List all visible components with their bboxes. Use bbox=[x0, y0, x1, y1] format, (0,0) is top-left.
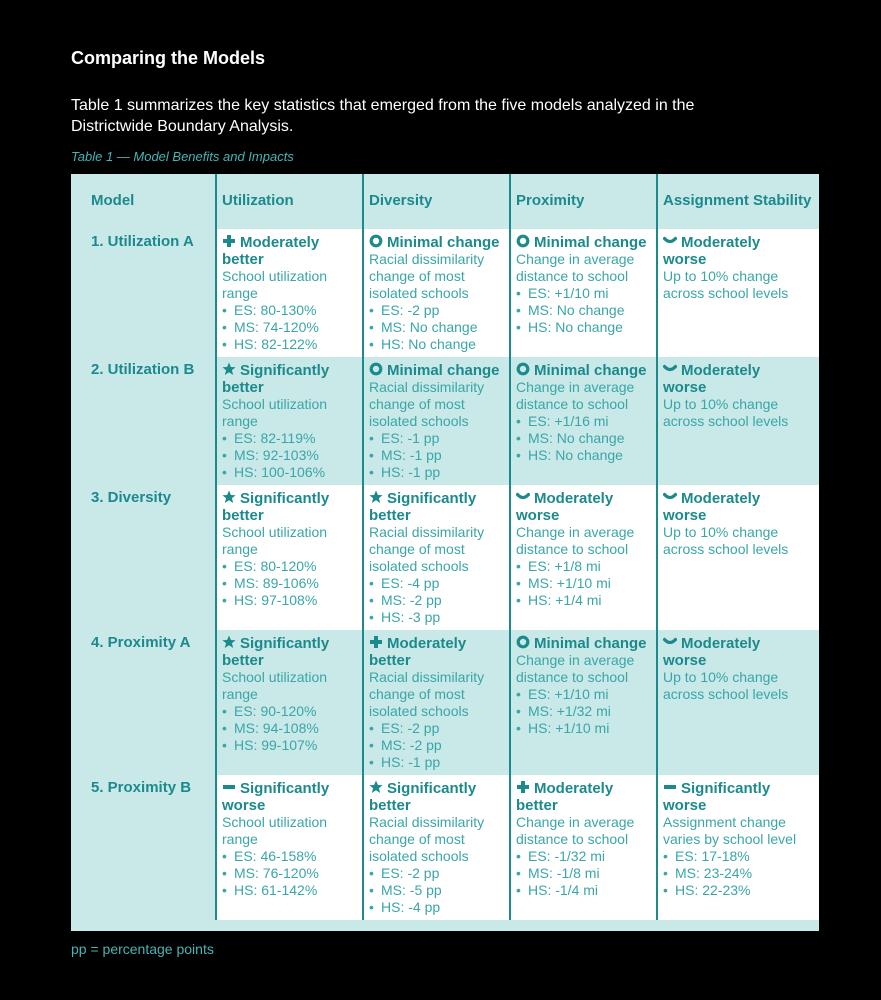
level-value bbox=[222, 575, 358, 592]
cell-utilization bbox=[216, 630, 363, 775]
circle-icon bbox=[516, 234, 530, 248]
rating-text: Moderately worse bbox=[663, 490, 761, 524]
level-value-text: ES: +1/8 mi bbox=[528, 558, 601, 574]
curve-icon bbox=[663, 635, 677, 649]
bullet: • bbox=[663, 848, 668, 864]
level-value-text: MS: 23-24% bbox=[675, 865, 753, 881]
metric-description: School utilization range bbox=[222, 524, 328, 557]
level-value-text: ES: 80-120% bbox=[234, 558, 317, 574]
metric-description: Up to 10% change across school levels bbox=[663, 524, 789, 557]
header-diversity: Diversity bbox=[363, 174, 510, 229]
level-value-text: HS: 99-107% bbox=[234, 737, 318, 753]
level-value bbox=[369, 754, 505, 771]
bullet: • bbox=[222, 336, 227, 352]
level-value-text: MS: 76-120% bbox=[234, 865, 319, 881]
circle-icon bbox=[369, 234, 383, 248]
bullet: • bbox=[369, 447, 374, 463]
level-value bbox=[516, 430, 652, 447]
metric-description: Change in average distance to school bbox=[516, 251, 635, 284]
level-value bbox=[222, 447, 358, 464]
bullet: • bbox=[516, 302, 521, 318]
bullet: • bbox=[222, 848, 227, 864]
rating bbox=[369, 362, 505, 379]
level-value-text: ES: +1/16 mi bbox=[528, 413, 609, 429]
bullet: • bbox=[369, 754, 374, 770]
cell-diversity bbox=[363, 485, 510, 630]
bullet: • bbox=[222, 430, 227, 446]
rating-text: Moderately worse bbox=[663, 234, 761, 268]
level-value bbox=[222, 703, 358, 720]
level-value bbox=[222, 882, 358, 899]
level-value-text: HS: -4 pp bbox=[381, 899, 441, 915]
level-value-text: ES: 80-130% bbox=[234, 302, 317, 318]
level-value-text: ES: -1/32 mi bbox=[528, 848, 606, 864]
level-value-text: MS: -1/8 mi bbox=[528, 865, 600, 881]
level-value-text: MS: 94-108% bbox=[234, 720, 319, 736]
plus-icon bbox=[369, 635, 383, 649]
level-value-text: MS: -2 pp bbox=[381, 592, 442, 608]
level-value-text: HS: -3 pp bbox=[381, 609, 441, 625]
level-value bbox=[663, 865, 803, 882]
rating-text: Moderately better bbox=[222, 234, 320, 268]
bullet: • bbox=[369, 737, 374, 753]
table-row bbox=[71, 775, 819, 920]
level-value bbox=[369, 447, 505, 464]
level-value-text: HS: 82-122% bbox=[234, 336, 318, 352]
cell-utilization bbox=[216, 485, 363, 630]
rating-text: Moderately better bbox=[516, 780, 614, 814]
rating-text: Minimal change bbox=[387, 362, 500, 379]
level-value bbox=[222, 464, 358, 481]
bullet: • bbox=[663, 882, 668, 898]
page-title: Comparing the Models bbox=[71, 48, 266, 68]
star-icon bbox=[222, 362, 236, 376]
level-value-text: MS: No change bbox=[528, 430, 625, 446]
level-value-text: HS: No change bbox=[528, 447, 623, 463]
level-value-text: HS: 100-106% bbox=[234, 464, 326, 480]
rating bbox=[663, 490, 803, 524]
bullet: • bbox=[222, 558, 227, 574]
rating-text: Moderately worse bbox=[663, 362, 761, 396]
rating bbox=[222, 362, 358, 396]
rating bbox=[222, 234, 358, 268]
metric-description: School utilization range bbox=[222, 814, 328, 847]
rating bbox=[516, 635, 652, 652]
bullet: • bbox=[369, 464, 374, 480]
curve-icon bbox=[516, 490, 530, 504]
star-icon bbox=[369, 780, 383, 794]
circle-icon bbox=[516, 635, 530, 649]
level-value-text: ES: 90-120% bbox=[234, 703, 317, 719]
metric-description: School utilization range bbox=[222, 268, 328, 301]
level-value-text: ES: -2 pp bbox=[381, 865, 440, 881]
cell-assignment-stability bbox=[657, 357, 819, 485]
level-value bbox=[516, 285, 652, 302]
rating bbox=[663, 362, 803, 396]
rating bbox=[516, 234, 652, 251]
rating bbox=[663, 780, 803, 814]
level-value-text: MS: 89-106% bbox=[234, 575, 319, 591]
level-value-text: HS: -1 pp bbox=[381, 754, 441, 770]
bullet: • bbox=[222, 737, 227, 753]
table-row bbox=[71, 485, 819, 630]
level-value-text: ES: -2 pp bbox=[381, 720, 440, 736]
metric-description: School utilization range bbox=[222, 396, 328, 429]
bullet: • bbox=[516, 447, 521, 463]
bullet: • bbox=[369, 720, 374, 736]
minus-icon bbox=[222, 780, 236, 794]
cell-proximity bbox=[510, 357, 657, 485]
metric-description: Change in average distance to school bbox=[516, 652, 635, 685]
level-value-text: MS: +1/32 mi bbox=[528, 703, 611, 719]
level-value-text: HS: -1 pp bbox=[381, 464, 441, 480]
bullet: • bbox=[369, 575, 374, 591]
bullet: • bbox=[516, 865, 521, 881]
level-value-text: HS: +1/10 mi bbox=[528, 720, 610, 736]
level-value bbox=[369, 575, 505, 592]
level-value bbox=[516, 720, 652, 737]
bullet: • bbox=[222, 575, 227, 591]
level-value-text: ES: 17-18% bbox=[675, 848, 750, 864]
level-value bbox=[516, 558, 652, 575]
rating-text: Significantly better bbox=[222, 635, 330, 669]
level-value-text: MS: No change bbox=[381, 319, 478, 335]
level-value bbox=[516, 592, 652, 609]
metric-description: Assignment change varies by school level bbox=[663, 814, 797, 847]
level-value-text: HS: No change bbox=[381, 336, 476, 352]
level-value bbox=[369, 464, 505, 481]
rating bbox=[369, 635, 505, 669]
level-value bbox=[222, 336, 358, 353]
circle-icon bbox=[369, 362, 383, 376]
bullet: • bbox=[369, 882, 374, 898]
bullet: • bbox=[516, 703, 521, 719]
level-value-text: ES: -2 pp bbox=[381, 302, 440, 318]
level-value bbox=[516, 302, 652, 319]
level-value-text: ES: +1/10 mi bbox=[528, 285, 609, 301]
rating bbox=[222, 780, 358, 814]
rating bbox=[663, 635, 803, 669]
level-value-text: ES: 46-158% bbox=[234, 848, 317, 864]
intro-paragraph: Table 1 summarizes the key statistics that emerged from the five models analyzed in the Districtwide Boundary Analysis. bbox=[71, 97, 695, 135]
level-value-text: MS: -1 pp bbox=[381, 447, 442, 463]
level-value bbox=[222, 865, 358, 882]
level-value bbox=[516, 575, 652, 592]
header-proximity: Proximity bbox=[510, 174, 657, 229]
cell-utilization bbox=[216, 357, 363, 485]
bullet: • bbox=[369, 899, 374, 915]
rating-text: Significantly better bbox=[222, 362, 330, 396]
star-icon bbox=[222, 490, 236, 504]
level-value-text: MS: 74-120% bbox=[234, 319, 319, 335]
model-name: 5. Proximity B bbox=[91, 779, 192, 796]
header-model: Model bbox=[91, 192, 135, 209]
table-row bbox=[71, 229, 819, 357]
level-value-text: MS: +1/10 mi bbox=[528, 575, 611, 591]
level-value bbox=[369, 302, 505, 319]
level-value bbox=[369, 882, 505, 899]
bullet: • bbox=[663, 865, 668, 881]
metric-description: Up to 10% change across school levels bbox=[663, 268, 789, 301]
level-value-text: HS: 97-108% bbox=[234, 592, 318, 608]
rating bbox=[516, 362, 652, 379]
bullet: • bbox=[222, 720, 227, 736]
star-icon bbox=[222, 635, 236, 649]
metric-description: Racial dissimilarity change of most isolated schools bbox=[369, 524, 485, 574]
metric-description: Change in average distance to school bbox=[516, 379, 635, 412]
level-value bbox=[516, 319, 652, 336]
rating bbox=[516, 490, 652, 524]
bullet: • bbox=[516, 413, 521, 429]
model-name: 4. Proximity A bbox=[91, 634, 191, 651]
rating-text: Significantly better bbox=[369, 780, 477, 814]
cell-diversity bbox=[363, 357, 510, 485]
level-value bbox=[516, 686, 652, 703]
level-value bbox=[222, 720, 358, 737]
bullet: • bbox=[516, 720, 521, 736]
level-value-text: HS: 22-23% bbox=[675, 882, 751, 898]
rating-text: Significantly better bbox=[222, 490, 330, 524]
bullet: • bbox=[222, 882, 227, 898]
rating bbox=[369, 780, 505, 814]
level-value bbox=[369, 899, 505, 916]
level-value-text: MS: -5 pp bbox=[381, 882, 442, 898]
level-value bbox=[663, 848, 803, 865]
level-value-text: HS: No change bbox=[528, 319, 623, 335]
cell-assignment-stability bbox=[657, 775, 819, 920]
model-name: 3. Diversity bbox=[91, 489, 172, 506]
minus-icon bbox=[663, 780, 677, 794]
level-value bbox=[222, 430, 358, 447]
level-value bbox=[222, 558, 358, 575]
metric-description: Racial dissimilarity change of most isolated schools bbox=[369, 379, 485, 429]
cell-assignment-stability bbox=[657, 485, 819, 630]
bullet: • bbox=[222, 592, 227, 608]
rating-text: Moderately better bbox=[369, 635, 467, 669]
rating bbox=[222, 635, 358, 669]
cell-diversity bbox=[363, 630, 510, 775]
level-value bbox=[516, 865, 652, 882]
cell-assignment-stability bbox=[657, 229, 819, 357]
circle-icon bbox=[516, 362, 530, 376]
level-value-text: ES: -4 pp bbox=[381, 575, 440, 591]
level-value bbox=[516, 848, 652, 865]
level-value bbox=[369, 865, 505, 882]
rating bbox=[663, 234, 803, 268]
table-header-row bbox=[71, 174, 819, 229]
rating-text: Minimal change bbox=[387, 234, 500, 251]
level-value bbox=[516, 703, 652, 720]
header-assignment-stability: Assignment Stability bbox=[657, 174, 819, 229]
model-name: 1. Utilization A bbox=[91, 233, 194, 250]
level-value bbox=[369, 319, 505, 336]
level-value bbox=[369, 592, 505, 609]
bullet: • bbox=[516, 592, 521, 608]
cell-assignment-stability bbox=[657, 630, 819, 775]
bullet: • bbox=[369, 865, 374, 881]
metric-description: Change in average distance to school bbox=[516, 814, 635, 847]
metric-description: Change in average distance to school bbox=[516, 524, 635, 557]
bullet: • bbox=[516, 848, 521, 864]
rating bbox=[516, 780, 652, 814]
rating bbox=[222, 490, 358, 524]
level-value bbox=[222, 737, 358, 754]
plus-icon bbox=[516, 780, 530, 794]
rating-text: Minimal change bbox=[534, 234, 647, 251]
rating-text: Significantly worse bbox=[222, 780, 330, 814]
metric-description: Racial dissimilarity change of most isolated schools bbox=[369, 669, 485, 719]
bullet: • bbox=[222, 302, 227, 318]
metric-description: Up to 10% change across school levels bbox=[663, 396, 789, 429]
level-value bbox=[222, 302, 358, 319]
level-value bbox=[222, 592, 358, 609]
level-value-text: MS: -2 pp bbox=[381, 737, 442, 753]
bullet: • bbox=[222, 464, 227, 480]
cell-utilization bbox=[216, 229, 363, 357]
level-value bbox=[516, 882, 652, 899]
bullet: • bbox=[369, 302, 374, 318]
bullet: • bbox=[516, 319, 521, 335]
curve-icon bbox=[663, 234, 677, 248]
level-value bbox=[516, 447, 652, 464]
level-value bbox=[222, 848, 358, 865]
rating-text: Significantly worse bbox=[663, 780, 771, 814]
rating-text: Significantly better bbox=[369, 490, 477, 524]
bullet: • bbox=[516, 558, 521, 574]
curve-icon bbox=[663, 362, 677, 376]
bullet: • bbox=[222, 447, 227, 463]
level-value bbox=[663, 882, 803, 899]
level-value-text: ES: +1/10 mi bbox=[528, 686, 609, 702]
metric-description: Up to 10% change across school levels bbox=[663, 669, 789, 702]
level-value-text: ES: 82-119% bbox=[234, 430, 316, 446]
rating-text: Moderately worse bbox=[516, 490, 614, 524]
bullet: • bbox=[369, 592, 374, 608]
rating bbox=[369, 490, 505, 524]
level-value bbox=[222, 319, 358, 336]
bullet: • bbox=[222, 703, 227, 719]
cell-proximity bbox=[510, 485, 657, 630]
rating bbox=[369, 234, 505, 251]
star-icon bbox=[369, 490, 383, 504]
footnote: pp = percentage points bbox=[71, 941, 214, 957]
cell-diversity bbox=[363, 229, 510, 357]
table-row bbox=[71, 630, 819, 775]
level-value bbox=[369, 336, 505, 353]
cell-proximity bbox=[510, 630, 657, 775]
bullet: • bbox=[369, 609, 374, 625]
bullet: • bbox=[369, 336, 374, 352]
level-value bbox=[516, 413, 652, 430]
curve-icon bbox=[663, 490, 677, 504]
rating-text: Minimal change bbox=[534, 635, 647, 652]
cell-utilization bbox=[216, 775, 363, 920]
cell-proximity bbox=[510, 775, 657, 920]
level-value-text: HS: -1/4 mi bbox=[528, 882, 599, 898]
comparison-table-container bbox=[71, 174, 819, 931]
level-value bbox=[369, 609, 505, 626]
table-caption: Table 1 — Model Benefits and Impacts bbox=[71, 149, 294, 164]
bullet: • bbox=[369, 319, 374, 335]
header-utilization: Utilization bbox=[216, 174, 363, 229]
bullet: • bbox=[516, 575, 521, 591]
bullet: • bbox=[516, 686, 521, 702]
bullet: • bbox=[222, 319, 227, 335]
plus-icon bbox=[222, 234, 236, 248]
cell-diversity bbox=[363, 775, 510, 920]
level-value-text: MS: No change bbox=[528, 302, 625, 318]
metric-description: Racial dissimilarity change of most isolated schools bbox=[369, 814, 485, 864]
bullet: • bbox=[516, 285, 521, 301]
rating-text: Moderately worse bbox=[663, 635, 761, 669]
metric-description: School utilization range bbox=[222, 669, 328, 702]
model-comparison-table bbox=[71, 174, 819, 920]
bullet: • bbox=[516, 882, 521, 898]
level-value-text: ES: -1 pp bbox=[381, 430, 440, 446]
model-name: 2. Utilization B bbox=[91, 361, 195, 378]
bullet: • bbox=[516, 430, 521, 446]
bullet: • bbox=[222, 865, 227, 881]
level-value bbox=[369, 720, 505, 737]
rating-text: Minimal change bbox=[534, 362, 647, 379]
level-value bbox=[369, 430, 505, 447]
level-value-text: MS: 92-103% bbox=[234, 447, 319, 463]
bullet: • bbox=[369, 430, 374, 446]
metric-description: Racial dissimilarity change of most isolated schools bbox=[369, 251, 485, 301]
cell-proximity bbox=[510, 229, 657, 357]
level-value-text: HS: 61-142% bbox=[234, 882, 318, 898]
table-row bbox=[71, 357, 819, 485]
level-value-text: HS: +1/4 mi bbox=[528, 592, 602, 608]
level-value bbox=[369, 737, 505, 754]
